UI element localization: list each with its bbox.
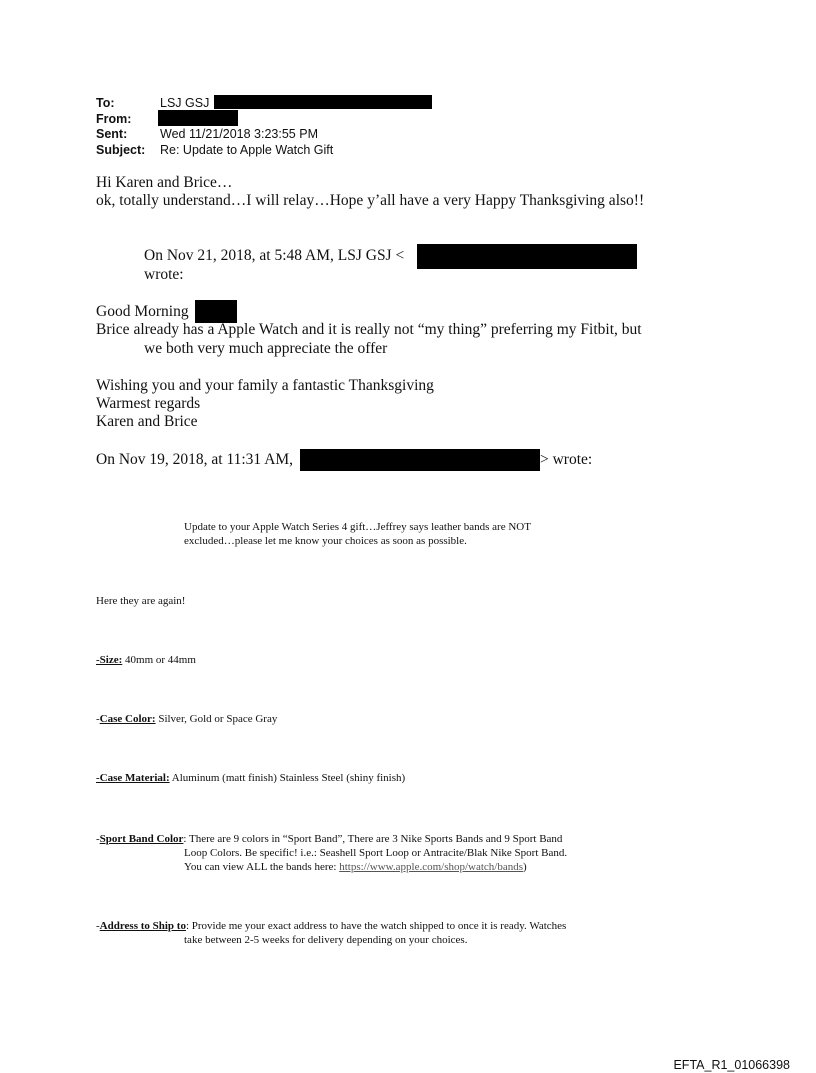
address-prefix: - — [96, 920, 100, 932]
quote2-intro-end: > wrote: — [540, 451, 593, 468]
size-label: -Size: — [96, 654, 123, 666]
address-line-2: take between 2-5 weeks for delivery depending on your choices. — [184, 934, 468, 946]
band-text-1: : There are 9 colors in “Sport Band”, There are 3 Nike Sports Bands and 9 Sport Band — [183, 833, 563, 845]
update-line-1: Update to your Apple Watch Series 4 gift…Jeffrey says leather bands are NOT — [184, 521, 531, 533]
band-prefix: - — [96, 833, 100, 845]
bands-link[interactable]: https://www.apple.com/shop/watch/bands — [339, 861, 524, 873]
address-line-1 — [96, 920, 566, 932]
redaction-to — [214, 95, 432, 109]
sent-label: Sent: — [96, 127, 128, 141]
quote2-intro: On Nov 19, 2018, at 11:31 AM, — [96, 451, 294, 468]
case-material-label: -Case Material: — [96, 772, 170, 784]
case-material-value: Aluminum (matt finish) Stainless Steel (shiny finish) — [169, 772, 406, 784]
address-label: Address to Ship to — [99, 920, 186, 932]
sent-value: Wed 11/21/2018 3:23:55 PM — [160, 127, 318, 141]
redaction-from — [158, 110, 238, 126]
case-color-label: Case Color: — [99, 713, 156, 725]
band-text-3: You can view ALL the bands here: — [184, 861, 340, 873]
case-color-prefix: - — [96, 713, 100, 725]
quote1-body-line-2: we both very much appreciate the offer — [144, 340, 388, 357]
size-value: 40mm or 44mm — [122, 654, 196, 666]
quote1-closing-2: Warmest regards — [96, 395, 201, 412]
band-line-2: Loop Colors. Be specific! i.e.: Seashell Sport Loop or Antracite/Blak Nike Sport Band. — [184, 847, 568, 859]
here-again: Here they are again! — [96, 595, 186, 607]
to-value: LSJ GSJ — [160, 96, 210, 110]
address-text-1: : Provide me your exact address to have the watch shipped to once it is ready. Watches — [185, 920, 567, 932]
subject-value: Re: Update to Apple Watch Gift — [160, 143, 334, 157]
quote1-closing-1: Wishing you and your family a fantastic Thanksgiving — [96, 377, 434, 394]
case-color-value: Silver, Gold or Space Gray — [155, 713, 278, 725]
subject-label: Subject: — [96, 143, 146, 157]
quote1-body-line-1: Brice already has a Apple Watch and it is really not “my thing” preferring my Fitbit, but — [96, 321, 642, 338]
quote1-wrote: wrote: — [144, 266, 184, 283]
quote1-signature: Karen and Brice — [96, 413, 198, 430]
update-line-2: excluded…please let me know your choices as soon as possible. — [184, 535, 467, 547]
reply-line-1: Hi Karen and Brice… — [96, 174, 233, 191]
redaction-quote2-sender — [300, 449, 540, 471]
to-label: To: — [96, 96, 115, 110]
quote1-greeting: Good Morning — [96, 303, 189, 320]
band-text-3-end: ) — [523, 861, 527, 873]
band-label: Sport Band Color — [99, 833, 184, 845]
band-line-1 — [96, 833, 562, 845]
band-line-3 — [184, 861, 527, 873]
size-line — [96, 654, 196, 666]
redaction-quote1-email — [417, 244, 637, 269]
case-color-line — [96, 713, 277, 725]
redaction-greeting-name — [195, 300, 237, 323]
from-label: From: — [96, 112, 132, 126]
case-material-line — [96, 772, 405, 784]
reply-line-2: ok, totally understand…I will relay…Hope y’all have a very Happy Thanksgiving also!! — [96, 192, 645, 209]
document-id: EFTA_R1_01066398 — [673, 1058, 790, 1072]
quote1-intro: On Nov 21, 2018, at 5:48 AM, LSJ GSJ < — [144, 247, 405, 264]
